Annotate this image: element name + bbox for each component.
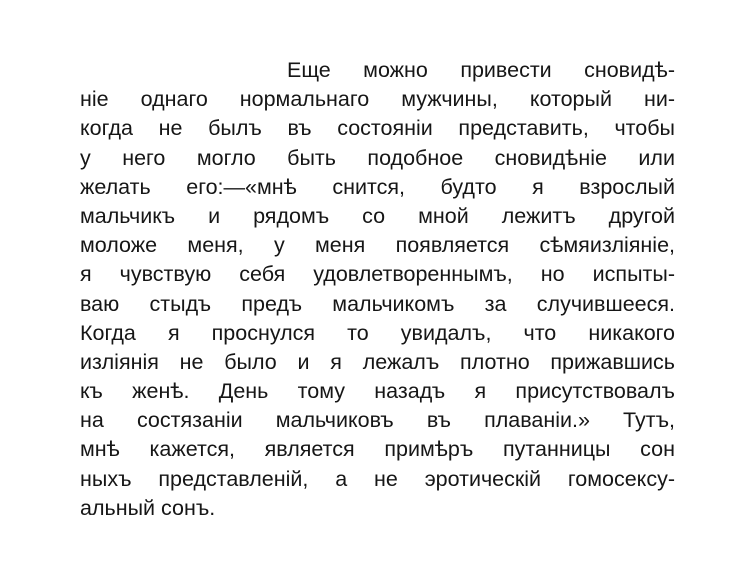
- text-line: ваю стыдъ предъ мальчикомъ за случившееся.: [80, 291, 675, 316]
- text-line: Когда я проснулся то увидалъ, что никакого: [80, 320, 675, 345]
- text-line: ныхъ представленій, а не эротическій гомосексу-: [80, 466, 675, 491]
- text-line: я чувствую себя удовлетвореннымъ, но испыты-: [80, 262, 675, 287]
- text-line: изліянія не было и я лежалъ плотно прижавшись: [80, 349, 675, 374]
- paragraph: [80, 56, 675, 523]
- text-line: на состязаніи мальчиковъ въ плаваніи.» Тутъ,: [80, 408, 675, 433]
- text-line: у него могло быть подобное сновидѣніе или: [80, 145, 675, 170]
- text-line: ніе однаго нормальнаго мужчины, который ни-: [80, 87, 675, 112]
- text-line: моложе меня, у меня появляется сѣмяизліяніе,: [80, 233, 675, 258]
- text-line: когда не былъ въ состояніи представить, чтобы: [80, 116, 675, 141]
- text-line: желать его:—«мнѣ снится, будто я взрослый: [80, 174, 675, 199]
- text-line: мальчикъ и рядомъ со мной лежитъ другой: [80, 203, 675, 228]
- text-line: къ женѣ. День тому назадъ я присутствовалъ: [80, 379, 675, 404]
- text-line: мнѣ кажется, является примѣръ путанницы сон: [80, 437, 675, 462]
- text-line: Еще можно привести сновидѣ-: [287, 58, 675, 82]
- text-line: альный сонъ.: [80, 495, 216, 520]
